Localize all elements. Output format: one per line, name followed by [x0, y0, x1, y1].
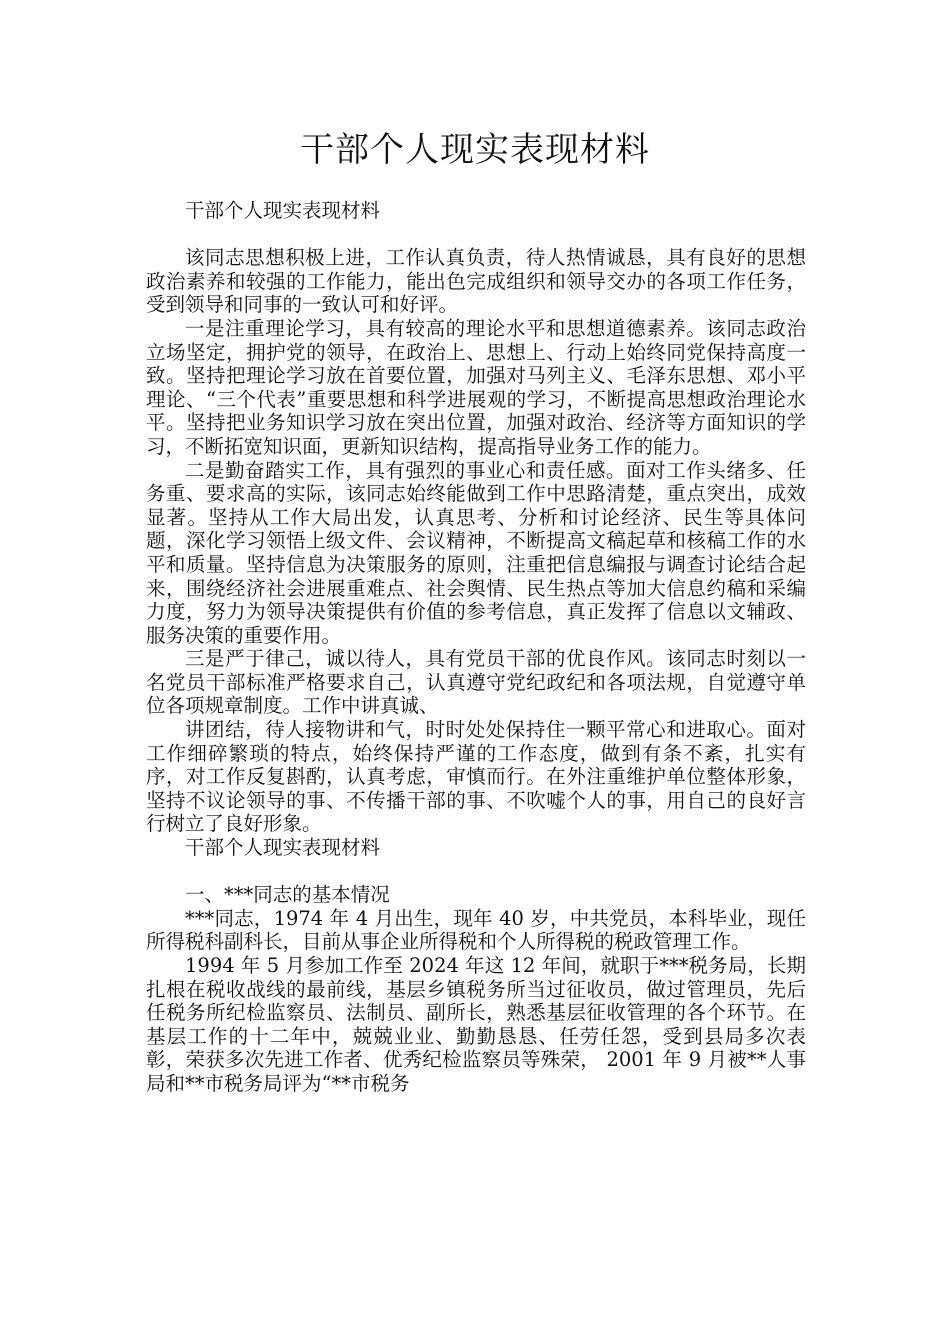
- paragraph: 二是勤奋踏实工作，具有强烈的事业心和责任感。面对工作头绪多、任务重、要求高的实际，该同志始终能做到工作中思路清楚，重点突出，成效显著。坚持从工作大局出发，认真思考、分析和讨论经济、民生等具体问题，深化学习领悟上级文件、会议精神，不断提高文稿起草和核稿工作的水平和质量。坚持信息为决策服务的原则，注重把信息编报与调查讨论结合起来，围绕经济社会进展重难点、社会舆情、民生热点等加大信息约稿和采编力度，努力为领导决策提供有价值的参考信息，真正发挥了信息以文辅政、服务决策的重要作用。: [146, 458, 806, 647]
- paragraph: 一是注重理论学习，具有较高的理论水平和思想道德素养。该同志政治立场坚定，拥护党的领导，在政治上、思想上、行动上始终同党保持高度一致。坚持把理论学习放在首要位置，加强对马列主义、毛泽东思想、邓小平理论、“三个代表”重要思想和科学进展观的学习，不断提高思想政治理论水平。坚持把业务知识学习放在突出位置，加强对政治、经济等方面知识的学习，不断拓宽知识面，更新知识结构，提高指导业务工作的能力。: [146, 316, 806, 458]
- paragraph: 该同志思想积极上进，工作认真负责，待人热情诚恳，具有良好的思想政治素养和较强的工作能力，能出色完成组织和领导交办的各项工作任务，受到领导和同事的一致认可和好评。: [146, 246, 806, 317]
- document-body: [146, 199, 806, 1096]
- paragraph: 三是严于律己，诚以待人，具有党员干部的优良作风。该同志时刻以一名党员干部标准严格要求自己，认真遵守党纪政纪和各项法规，自觉遵守单位各项规章制度。工作中讲真诚、: [146, 647, 806, 718]
- paragraph: ***同志，1974 年 4 月出生，现年 40 岁，中共党员，本科毕业，现任所得税科副科长，目前从事企业所得税和个人所得税的税政管理工作。: [146, 906, 806, 954]
- blank-line: [146, 223, 806, 247]
- paragraph: 讲团结，待人接物讲和气，时时处处保持住一颗平常心和进取心。面对工作细碎繁琐的特点，始终保持严谨的工作态度，做到有条不紊，扎实有序，对工作反复斟酌，认真考虑，审慎而行。在外注重维护单位整体形象，坚持不议论领导的事、不传播干部的事、不吹嘘个人的事，用自己的良好言行树立了良好形象。: [146, 718, 806, 836]
- subsection-heading: 一、***同志的基本情况: [185, 883, 390, 907]
- document-title: 干部个人现实表现材料: [300, 130, 650, 170]
- paragraph: 1994 年 5 月参加工作至 2024 年这 12 年间，就职于***税务局，长期扎根在税收战线的最前线，基层乡镇税务所当过征收员，做过管理员，先后任税务所纪检监察员、法制员、副所长，熟悉基层征收管理的各个环节。在基层工作的十二年中，兢兢业业、勤勤恳恳、任劳任怨，受到县局多次表彰，荣获多次先进工作者、优秀纪检监察员等殊荣， 2001 年 9 月被**人事局和**市税务局评为“**市税务: [146, 954, 806, 1095]
- section-heading: 干部个人现实表现材料: [185, 199, 381, 222]
- section-heading: 干部个人现实表现材料: [185, 836, 381, 860]
- blank-line: [146, 860, 806, 884]
